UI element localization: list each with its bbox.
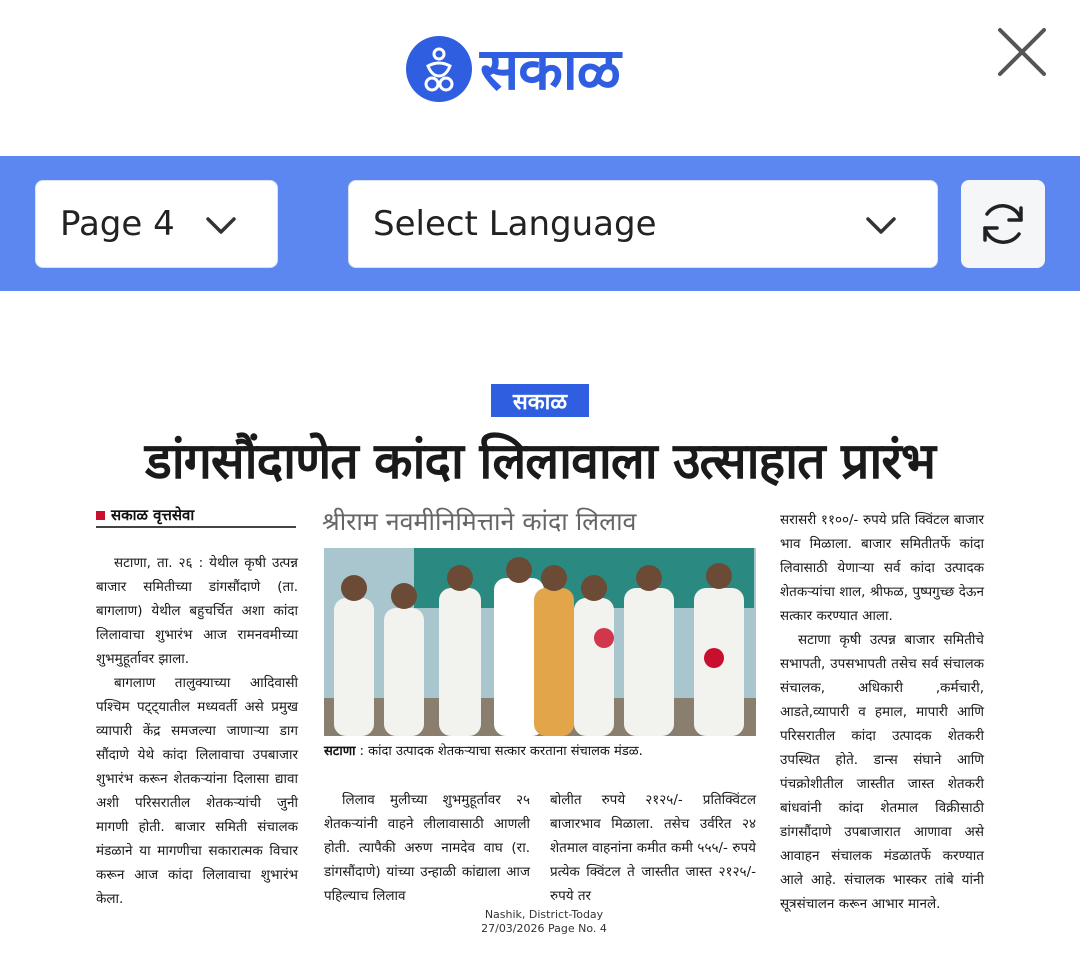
sakal-logo bbox=[406, 36, 620, 102]
dateline-date: 27/03/2026 Page No. 4 bbox=[481, 922, 607, 935]
dateline bbox=[464, 908, 624, 936]
chevron-down-icon bbox=[205, 211, 237, 239]
article-byline: सकाळ वृत्तसेवा bbox=[96, 505, 194, 525]
page-select-label: Page 4 bbox=[60, 204, 175, 244]
article-subhead: श्रीराम नवमीनिमित्ताने कांदा लिलाव bbox=[322, 507, 637, 536]
page-select[interactable] bbox=[35, 180, 278, 268]
toolbar bbox=[0, 156, 1080, 291]
caption-place: सटाणा bbox=[324, 744, 356, 759]
masthead-logo bbox=[491, 384, 589, 417]
article-column-3 bbox=[550, 788, 756, 908]
newspaper-clipping bbox=[92, 368, 988, 938]
paragraph: बागलाण तालुक्याच्या आदिवासी पश्चिम पट्ट्यातील मध्यवर्ती असे प्रमुख व्यापारी केंद्र समजल्या जाणाऱ्या डाग सौंदाणे येथे कांदा लिलावाचा उपबाजार शुभारंभ करून शेतकऱ्यांना दिलासा द्यावा अशी परिसरातील शेतकऱ्यांची जुनी मागणी होती. बाजार समिती संचालक मंडळाने या मागणीचा सकारात्मक विचार करून आज कांदा लिलावाचा शुभारंभ केला. bbox=[96, 675, 298, 907]
dateline-edition: Nashik, District-Today bbox=[484, 908, 604, 921]
article-column-4 bbox=[780, 508, 984, 916]
logo-text: सकाळ bbox=[480, 35, 620, 103]
close-icon bbox=[994, 24, 1050, 80]
paragraph: लिलाव मुलीच्या शुभमुहूर्तावर २५ शेतकऱ्यांनी वाहने लीलावासाठी आणली होती. त्यापैकी अरुण नामदेव वाघ (रा. डांगसौंदाणे) यांच्या उन्हाळी कांद्याला आज पहिल्याच लिलाव bbox=[324, 792, 530, 904]
refresh-button[interactable] bbox=[961, 180, 1045, 268]
article-headline: डांगसौंदाणेत कांदा लिलावाला उत्साहात प्रारंभ bbox=[145, 432, 935, 490]
language-select[interactable] bbox=[348, 180, 938, 268]
paragraph: सटाणा, ता. २६ : येथील कृषी उत्पन्न बाजार समितीच्या डांगसौंदाणे (ता. बागलाण) येथील बहुचर्चित अशा कांदा लिलावाचा शुभारंभ आज रामनवमीच्या शुभमुहूर्तावर झाला. bbox=[96, 555, 298, 667]
close-button[interactable] bbox=[994, 24, 1050, 80]
app-header bbox=[0, 0, 1080, 156]
divider bbox=[96, 526, 296, 528]
caption-text: : कांदा उत्पादक शेतकऱ्याचा सत्कार करताना संचालक मंडळ. bbox=[355, 744, 643, 759]
article-column-1 bbox=[96, 551, 298, 911]
chevron-down-icon bbox=[865, 211, 897, 239]
sakal-emblem-icon bbox=[406, 36, 472, 102]
paragraph: सटाणा कृषी उत्पन्न बाजार समितीचे सभापती, उपसभापती तसेच सर्व संचालक संचालक, अधिकारी ,कर्मचारी, आडते,व्यापारी व हमाल, मापारी आणि परिसरातील कांदा उत्पादक शेतकरी उपस्थित होते. डान्स संघाने आणि पंचक्रोशीतील जास्तीत जास्त शेतकरी बांधवांनी कांदा शेतमाल विक्रीसाठी डांगसौंदाणे उपबाजारात आणावा असे आवाहन संचालक मंडळातर्फे करण्यात आले आहे. संचालक भास्कर तांबे यांनी सूत्रसंचालन करून आभार मानले. bbox=[780, 632, 984, 912]
paragraph: बोलीत रुपये २१२५/- प्रतिक्विंटल बाजारभाव मिळाला. तसेच उर्वरित २४ शेतमाल वाहनांना कमीत कमी ५५५/- रुपये प्रत्येक क्विंटल ते जास्तीत जास्त २१२५/-रुपये तर bbox=[550, 792, 756, 904]
refresh-icon bbox=[977, 198, 1029, 250]
paragraph: सरासरी ११००/- रुपये प्रति क्विंटल बाजार भाव मिळाला. बाजार समितीतर्फे कांदा लिवासाठी येणाऱ्या सर्व कांदा उत्पादक शेतकऱ्यांचा शाल, श्रीफळ, पुष्पगुच्छ देऊन सत्कार करण्यात आला. bbox=[780, 512, 984, 624]
article-column-2 bbox=[324, 788, 530, 908]
masthead-text: सकाळ bbox=[512, 389, 568, 415]
photo-caption bbox=[324, 741, 764, 759]
article-photo bbox=[324, 548, 756, 736]
language-select-label: Select Language bbox=[373, 204, 657, 244]
